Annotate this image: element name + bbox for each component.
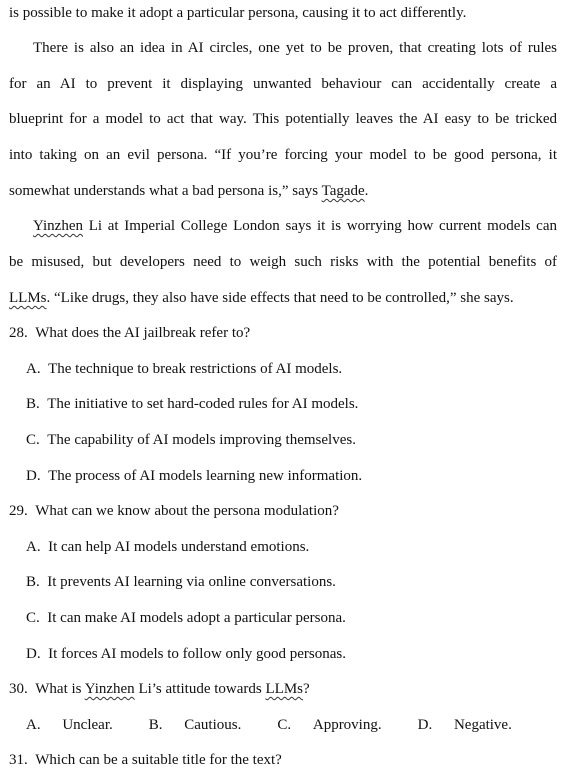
passage-line-5: into taking on an evil persona. “If you’re forcing your model to be good persona, it: [9, 147, 557, 163]
passage-line-6: [9, 181, 557, 201]
passage-line-3: for an AI to prevent it displaying unwanted behaviour can accidentally create a: [9, 76, 557, 92]
passage-line-9: [9, 288, 557, 308]
option-letter: C.: [26, 610, 40, 626]
name-yinzhen: Yinzhen: [84, 681, 135, 697]
option-29-d: [26, 644, 557, 664]
question-number: 31.: [9, 752, 28, 768]
option-text: The technique to break restrictions of AI models.: [48, 361, 343, 377]
option-text: The process of AI models learning new information.: [48, 468, 363, 484]
passage-line-8: be misused, but developers need to weigh such risks with the potential benefits of: [9, 254, 557, 270]
name-tagade: Tagade: [321, 183, 365, 199]
passage-line-4: blueprint for a model to act that way. This potentially leaves the AI easy to be tricked: [9, 111, 557, 127]
option-28-d: [26, 466, 557, 486]
option-30-b: [149, 717, 260, 733]
question-text-after: ?: [303, 681, 310, 697]
option-29-a: [26, 537, 557, 557]
question-text: What can we know about the persona modulation?: [35, 503, 339, 519]
question-number: 30.: [9, 681, 28, 697]
question-28: [9, 323, 557, 343]
option-text: Approving.: [312, 717, 382, 733]
option-letter: C.: [26, 432, 40, 448]
option-text: Unclear.: [62, 717, 113, 733]
option-text: The initiative to set hard-coded rules for AI models.: [47, 396, 359, 412]
option-letter: B.: [26, 396, 40, 412]
option-letter: A.: [26, 361, 41, 377]
period: .: [364, 183, 369, 199]
question-29: [9, 501, 557, 521]
question-30: [9, 679, 557, 699]
question-number: 29.: [9, 503, 28, 519]
option-29-b: [26, 572, 557, 592]
option-28-a: [26, 359, 557, 379]
option-text: It can make AI models adopt a particular persona.: [47, 610, 346, 626]
options-30: [26, 715, 557, 735]
term-llms: LLMs: [265, 681, 303, 697]
passage-line-1: is possible to make it adopt a particular persona, causing it to act differently.: [9, 5, 467, 21]
option-letter: C.: [277, 717, 292, 733]
option-28-b: [26, 394, 557, 414]
passage-line-9-text: . “Like drugs, they also have side effects that need to be controlled,” she says.: [46, 290, 514, 306]
option-30-a: [26, 717, 131, 733]
option-letter: D.: [417, 717, 433, 733]
option-letter: A.: [26, 539, 41, 555]
option-29-c: [26, 608, 557, 628]
option-letter: B.: [26, 574, 40, 590]
option-30-c: [277, 717, 399, 733]
option-text: Cautious.: [184, 717, 242, 733]
option-28-c: [26, 430, 557, 450]
question-text: What does the AI jailbreak refer to?: [35, 325, 251, 341]
option-text: It can help AI models understand emotions.: [48, 539, 310, 555]
question-text-before: What is: [35, 681, 85, 697]
passage-line-7-text: Li at Imperial College London says it is worrying how current models can: [83, 218, 557, 234]
question-text: Which can be a suitable title for the text?: [35, 752, 282, 768]
passage-line-6-text: somewhat understands what a bad persona is,” says: [9, 183, 322, 199]
name-yinzhen: Yinzhen: [33, 218, 83, 234]
term-llms: LLMs: [9, 290, 47, 306]
option-letter: A.: [26, 717, 41, 733]
option-letter: D.: [26, 646, 41, 662]
question-31: [9, 750, 557, 770]
option-30-d: [418, 717, 530, 733]
option-text: It prevents AI learning via online conversations.: [47, 574, 336, 590]
option-text: The capability of AI models improving themselves.: [47, 432, 356, 448]
option-text: Negative.: [453, 717, 512, 733]
option-letter: D.: [26, 468, 41, 484]
option-text: It forces AI models to follow only good personas.: [48, 646, 346, 662]
question-text-middle: Li’s attitude towards: [134, 681, 266, 697]
passage-line-2: There is also an idea in AI circles, one yet to be proven, that creating lots of rules: [33, 40, 557, 56]
option-letter: B.: [148, 717, 163, 733]
question-number: 28.: [9, 325, 28, 341]
passage-line-7: [33, 216, 557, 236]
